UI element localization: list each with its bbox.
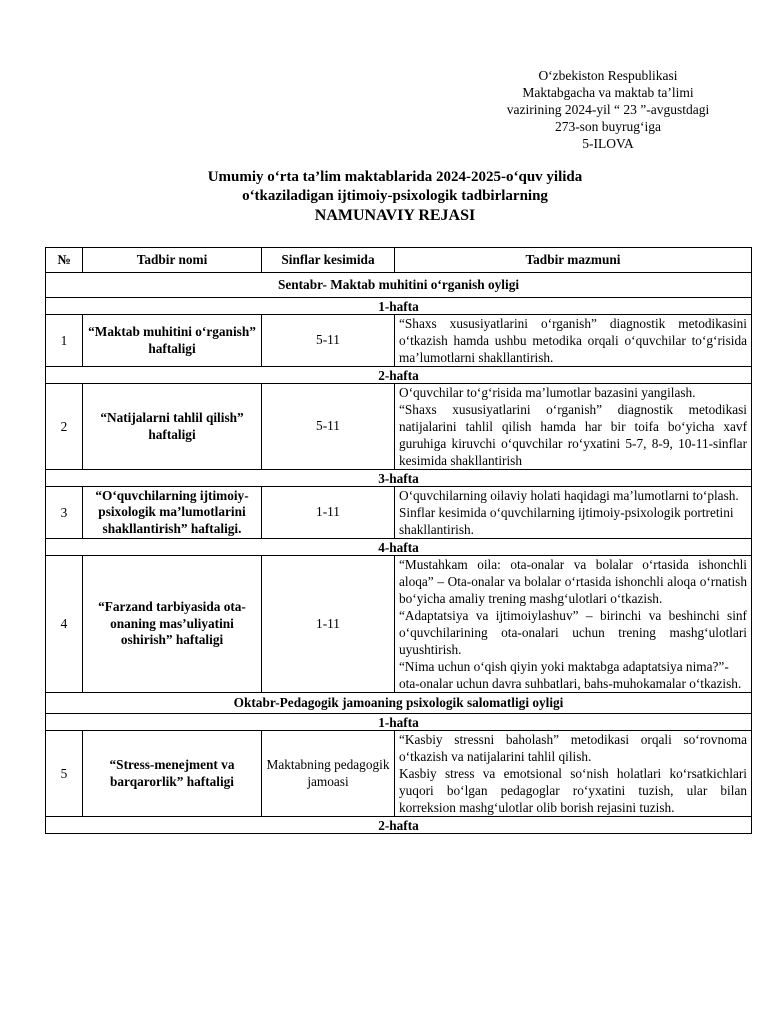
week-label: 2-hafta (46, 817, 752, 834)
column-header-event-content: Tadbir mazmuni (395, 248, 752, 273)
header-line-republic: O‘zbekiston Respublikasi (538, 68, 678, 83)
event-content-paragraph: “Mustahkam oila: ota-onalar va bolalar o‘rtasida ishonchli aloqa” – Ota-onalar va bolalar o‘rtasida ishonchli aloqa o‘rnatish bo‘yicha amaliy trening mashg‘ulotlari o‘tkazish. (399, 557, 747, 606)
event-content (395, 487, 752, 539)
column-header-number: № (46, 248, 83, 273)
event-name: “Farzand tarbiyasida ota-onaning mas’uliyatini oshirish” haftaligi (83, 556, 262, 693)
table-row (46, 315, 752, 367)
week-row (46, 714, 752, 731)
week-row (46, 298, 752, 315)
event-content (395, 384, 752, 470)
week-row (46, 367, 752, 384)
event-grades: Maktabning pedagogik jamoasi (262, 731, 395, 817)
event-name: “O‘quvchilarning ijtimoiy-psixologik ma’lumotlarini shakllantirish” haftaligi. (83, 487, 262, 539)
week-label: 3-hafta (46, 470, 752, 487)
week-label: 1-hafta (46, 714, 752, 731)
event-name: “Natijalarni tahlil qilish” haftaligi (83, 384, 262, 470)
document-annex-header (488, 67, 728, 152)
event-content-paragraph: “Kasbiy stressni baholash” metodikasi orqali so‘rovnoma o‘tkazish va natijalarini tahlil qilish. (399, 732, 747, 764)
week-label: 2-hafta (46, 367, 752, 384)
week-label: 1-hafta (46, 298, 752, 315)
header-line-date: vazirining 2024-yil “ 23 ”-avgustdagi (506, 102, 710, 117)
event-name: “Maktab muhitini o‘rganish” haftaligi (83, 315, 262, 367)
event-grades: 5-11 (262, 384, 395, 470)
week-row (46, 470, 752, 487)
event-grades: 5-11 (262, 315, 395, 367)
events-plan-table (45, 247, 752, 834)
row-number: 1 (46, 315, 83, 367)
event-content-paragraph: “Shaxs xususiyatlarini o‘rganish” diagnostik metodikasini o‘tkazish hamda ushbu metodika orqali o‘quvchilar to‘g‘risida ma’lumotlarni shakllantirish. (399, 316, 747, 365)
event-name: “Stress-menejment va barqarorlik” haftaligi (83, 731, 262, 817)
event-content-paragraph: “Shaxs xususiyatlarini o‘rganish” diagnostik metodikasi natijalarini tahlil qilish hamda har bir toifa bo‘yicha xavf guruhiga kiruvchi o‘quvchilar ro‘yxatini 5-7, 8-9, 10-11-sinflar kesimida shakllantirish (399, 402, 747, 468)
column-header-grades: Sinflar kesimida (262, 248, 395, 273)
month-row (46, 693, 752, 714)
event-content (395, 731, 752, 817)
table-row (46, 384, 752, 470)
document-title (120, 168, 670, 225)
event-content (395, 556, 752, 693)
event-grades: 1-11 (262, 487, 395, 539)
title-line-3: NAMUNAVIY REJASI (314, 207, 476, 224)
week-row (46, 539, 752, 556)
table-row (46, 556, 752, 693)
month-label: Oktabr-Pedagogik jamoaning psixologik salomatligi oyligi (46, 693, 752, 714)
column-header-event-name: Tadbir nomi (83, 248, 262, 273)
month-label: Sentabr- Maktab muhitini o‘rganish oyligi (46, 273, 752, 298)
month-row (46, 273, 752, 298)
title-line-2: o‘tkaziladigan ijtimoiy-psixologik tadbirlarning (242, 188, 548, 204)
title-line-1: Umumiy o‘rta ta’lim maktablarida 2024-2025-o‘quv yilida (207, 169, 583, 185)
row-number: 3 (46, 487, 83, 539)
event-content-paragraph: “Adaptatsiya va ijtimoiylashuv” – birinchi va beshinchi sinf o‘quvchilarining ota-onalari uchun trening mashg‘ulotlari uyushtirish. (399, 608, 747, 657)
event-grades: 1-11 (262, 556, 395, 693)
table-row (46, 731, 752, 817)
row-number: 4 (46, 556, 83, 693)
row-number: 5 (46, 731, 83, 817)
row-number: 2 (46, 384, 83, 470)
event-content-paragraph: O‘quvchilar to‘g‘risida ma’lumotlar bazasini yangilash. (399, 385, 696, 400)
table-header-row (46, 248, 752, 273)
table-row (46, 487, 752, 539)
event-content (395, 315, 752, 367)
header-line-ministry: Maktabgacha va maktab ta’limi (522, 85, 694, 100)
event-content-paragraph: O‘quvchilarning oilaviy holati haqidagi ma’lumotlarni to‘plash. (399, 488, 739, 503)
event-content-paragraph: “Nima uchun o‘qish qiyin yoki maktabga adaptatsiya nima?”- ota-onalar uchun davra suhbatlari, bahs-muhokamalar o‘tkazish. (399, 659, 742, 691)
event-content-paragraph: Kasbiy stress va emotsional so‘nish holatlari ko‘rsatkichlari yuqori bo‘lgan pedagoglar ro‘yxatini tuzish, ular bilan korreksion mashg‘ulotlar olib borish rejasini tuzish. (399, 766, 747, 815)
week-row (46, 817, 752, 834)
week-label: 4-hafta (46, 539, 752, 556)
header-line-annex: 5-ILOVA (582, 136, 634, 151)
header-line-order: 273-son buyrug‘iga (554, 119, 662, 134)
event-content-paragraph: Sinflar kesimida o‘quvchilarning ijtimoiy-psixologik portretini shakllantirish. (399, 505, 734, 537)
